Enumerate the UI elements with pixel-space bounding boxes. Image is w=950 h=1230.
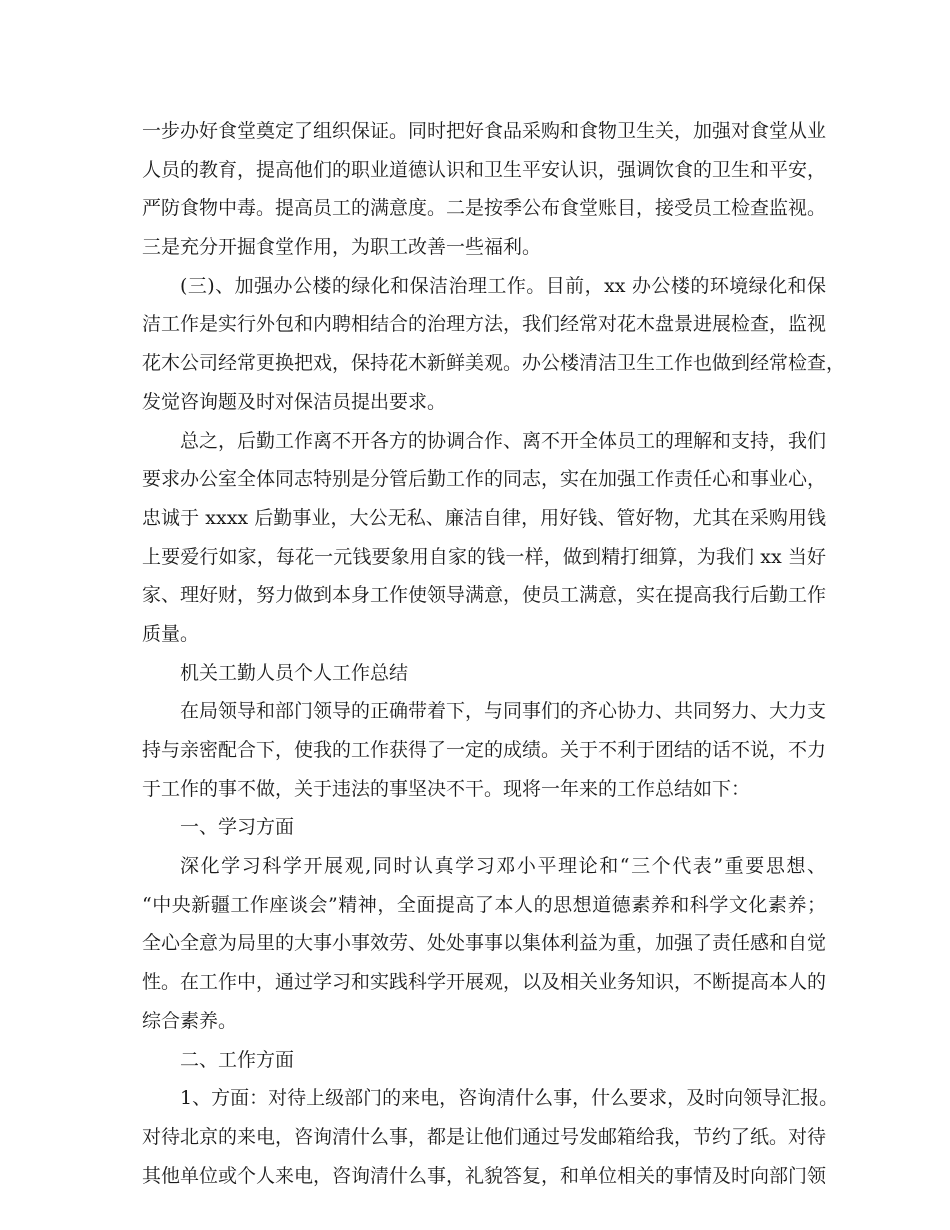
text-line: 人员的教育，提高他们的职业道德认识和卫生平安认识，强调饮食的卫生和平安， [142, 158, 827, 181]
text-line: 全心全意为局里的大事小事效劳、处处事事以集体利益为重，加强了责任感和自觉 [142, 932, 827, 955]
text-line: 发觉咨询题及时对保洁员提出要求。 [142, 390, 447, 413]
text-line: 一、学习方面 [180, 816, 295, 839]
text-line: 一步办好食堂奠定了组织保证。同时把好食品采购和食物卫生关，加强对食堂从业 [142, 120, 827, 142]
text-line: 洁工作是实行外包和内聘相结合的治理方法，我们经常对花木盘景进展检查，监视 [142, 313, 827, 336]
text-line: 家、理好财，努力做到本身工作使领导满意，使员工满意，实在提高我行后勤工作 [142, 584, 827, 607]
text-line: 要求办公室全体同志特别是分管后勤工作的同志，实在加强工作责任心和事业心， [142, 468, 827, 491]
text-line: 三是充分开掘食堂作用，为职工改善一些福利。 [142, 236, 542, 259]
text-line: 其他单位或个人来电，咨询清什么事，礼貌答复，和单位相关的事情及时向部门领 [142, 1164, 827, 1187]
text-line: “中央新疆工作座谈会”精神，全面提高了本人的思想道德素养和科学文化素养； [142, 893, 826, 916]
text-line: 机关工勤人员个人工作总结 [180, 661, 409, 684]
document-body [142, 112, 846, 1195]
text-line: 二、工作方面 [180, 1048, 295, 1071]
text-line: 忠诚于 xxxx 后勤事业，大公无私、廉洁自律，用好钱、管好物，尤其在采购用钱 [142, 506, 826, 529]
text-line: 在局领导和部门领导的正确带着下，与同事们的齐心协力、共同努力、大力支 [180, 700, 827, 723]
text-line: 1、方面：对待上级部门的来电，咨询清什么事，什么要求，及时向领导汇报。 [180, 1087, 839, 1110]
text-line: 对待北京的来电，咨询清什么事，都是让他们通过号发邮箱给我，节约了纸。对待 [142, 1125, 827, 1148]
text-line: 性。在工作中，通过学习和实践科学开展观，以及相关业务知识，不断提高本人的 [142, 971, 827, 994]
text-line: 于工作的事不做，关于违法的事坚决不干。现将一年来的工作总结如下： [142, 777, 751, 800]
text-line: 深化学习科学开展观,同时认真学习邓小平理论和“三个代表”重要思想、 [180, 855, 826, 878]
text-line: (三)、加强办公楼的绿化和保洁治理工作。目前，xx 办公楼的环境绿化和保 [180, 274, 826, 297]
text-line: 花木公司经常更换把戏，保持花木新鲜美观。办公楼清洁卫生工作也做到经常检查， [142, 352, 846, 375]
text-line: 严防食物中毒。提高员工的满意度。二是按季公布食堂账目，接受员工检查监视。 [142, 197, 827, 220]
text-line: 质量。 [142, 622, 200, 645]
text-line: 持与亲密配合下，使我的工作获得了一定的成绩。关于不利于团结的话不说，不力 [142, 739, 827, 761]
text-line: 总之，后勤工作离不开各方的协调合作、离不开全体员工的理解和支持，我们 [180, 429, 827, 452]
text-line: 上要爱行如家，每花一元钱要象用自家的钱一样，做到精打细算，为我们 xx 当好 [142, 545, 826, 568]
text-line: 综合素养。 [142, 1009, 238, 1032]
